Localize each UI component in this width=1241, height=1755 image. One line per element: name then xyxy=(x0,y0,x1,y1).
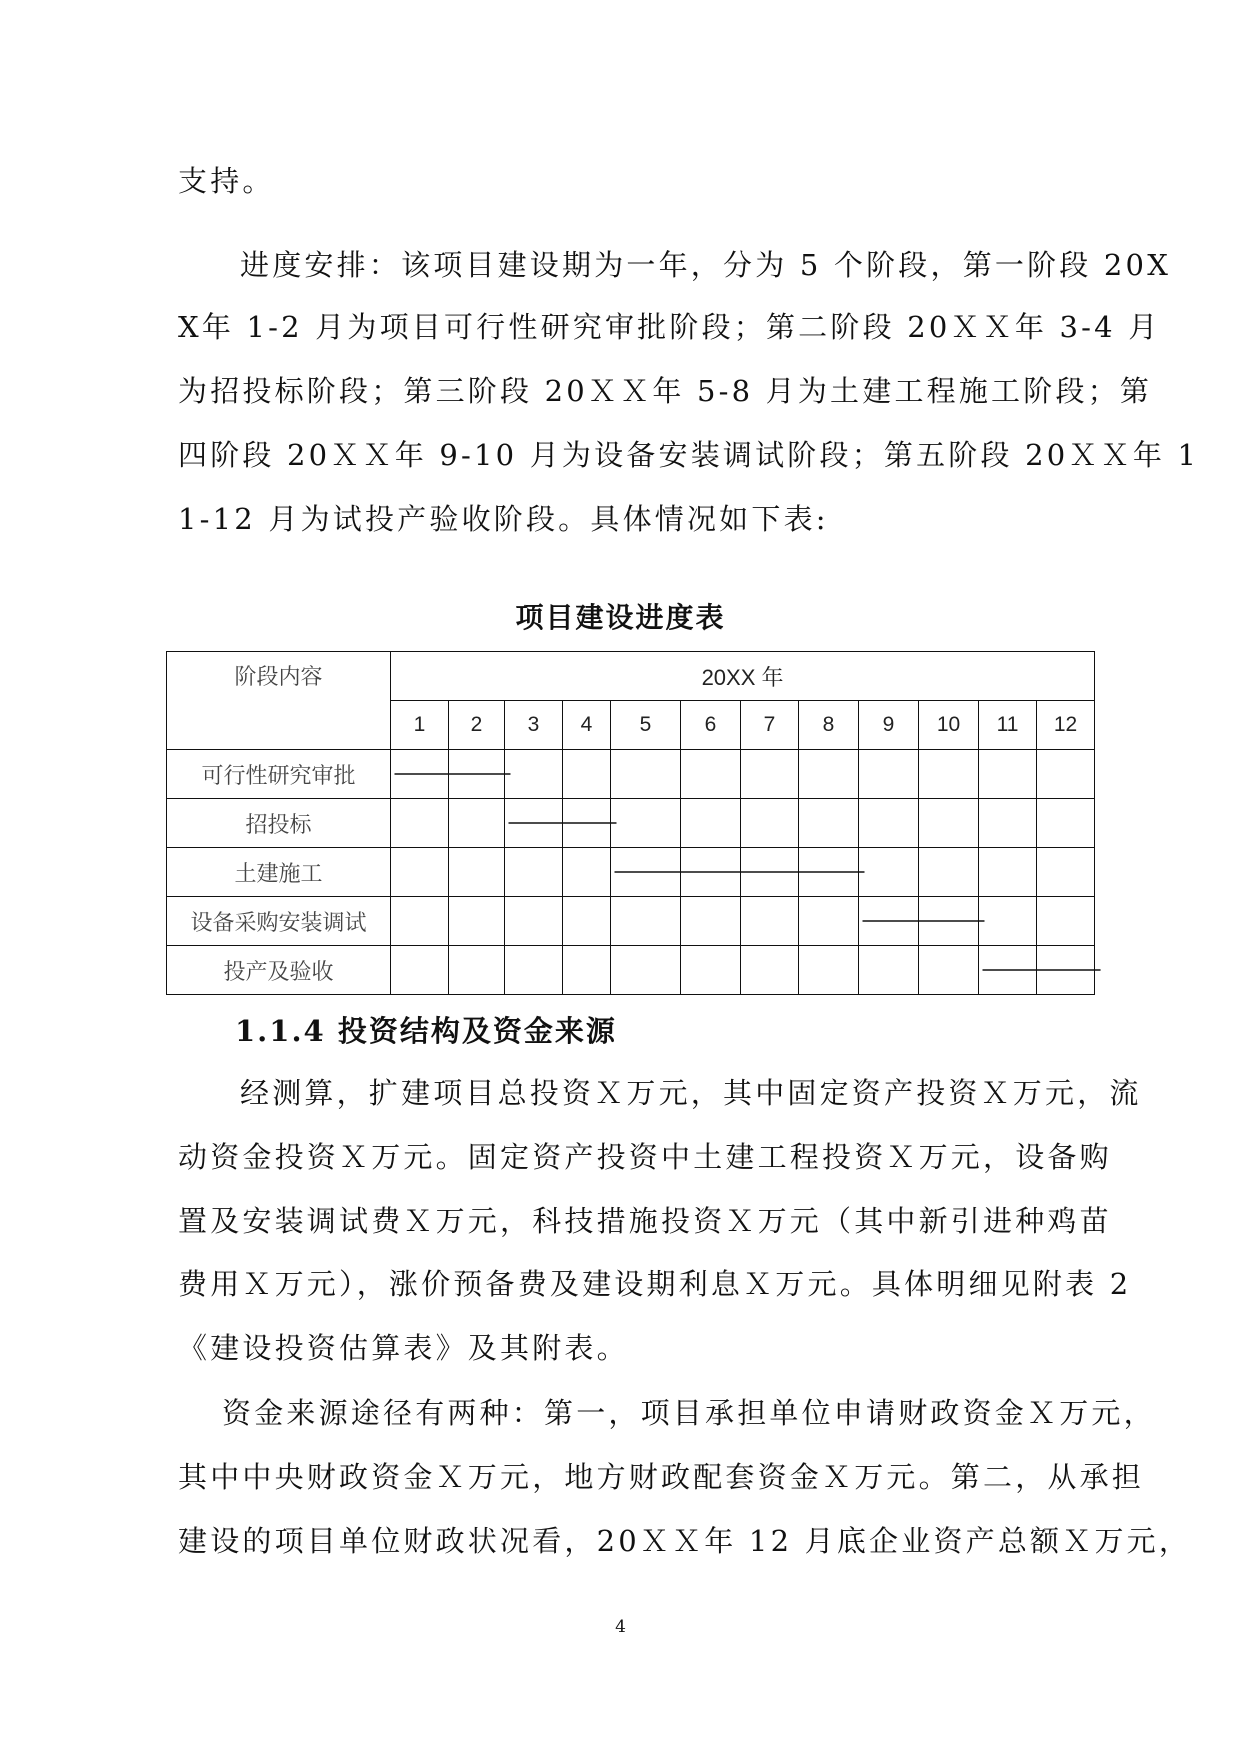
stage-label: 设备采购安装调试 xyxy=(167,897,391,946)
month-header: 11 xyxy=(979,701,1037,750)
paragraph-line: 《建设投资估算表》及其附表。 xyxy=(178,1331,629,1365)
month-header: 3 xyxy=(505,701,563,750)
paragraph-line: 为招投标阶段；第三阶段 20ＸＸ年 5-8 月为土建工程施工阶段；第 xyxy=(178,374,1153,408)
month-header: 12 xyxy=(1037,701,1095,750)
stage-label: 土建施工 xyxy=(167,848,391,897)
paragraph-line: 四阶段 20ＸＸ年 9-10 月为设备安装调试阶段；第五阶段 20ＸＸ年 1 xyxy=(178,438,1200,472)
paragraph-line: 建设的项目单位财政状况看，20ＸＸ年 12 月底企业资产总额Ｘ万元， xyxy=(178,1524,1192,1558)
paragraph-line: 费用Ｘ万元），涨价预备费及建设期利息Ｘ万元。具体明细见附表 2 xyxy=(178,1267,1132,1301)
month-header: 10 xyxy=(919,701,979,750)
table-row xyxy=(167,848,1095,897)
table-row xyxy=(167,897,1095,946)
table-title: 项目建设进度表 xyxy=(515,601,726,634)
paragraph-line: 支持。 xyxy=(178,164,275,198)
stage-label: 投产及验收 xyxy=(167,946,391,995)
year-header: 20XX 年 xyxy=(391,652,1095,701)
schedule-table xyxy=(166,651,1095,995)
month-header: 8 xyxy=(799,701,859,750)
paragraph-line: 经测算，扩建项目总投资Ｘ万元，其中固定资产投资Ｘ万元，流 xyxy=(240,1076,1142,1110)
paragraph-line: 动资金投资Ｘ万元。固定资产投资中土建工程投资Ｘ万元，设备购 xyxy=(178,1140,1112,1174)
month-header: 4 xyxy=(563,701,611,750)
paragraph-line: 置及安装调试费Ｘ万元，科技措施投资Ｘ万元（其中新引进种鸡苗 xyxy=(178,1204,1112,1238)
month-header: 2 xyxy=(449,701,505,750)
month-header: 6 xyxy=(681,701,741,750)
month-header: 5 xyxy=(611,701,681,750)
page-number: 4 xyxy=(615,1617,626,1637)
table-row xyxy=(167,750,1095,799)
paragraph-line: 进度安排：该项目建设期为一年，分为 5 个阶段，第一阶段 20X xyxy=(240,248,1172,282)
table-row xyxy=(167,799,1095,848)
month-header: 1 xyxy=(391,701,449,750)
paragraph-line: 其中中央财政资金Ｘ万元，地方财政配套资金Ｘ万元。第二，从承担 xyxy=(178,1460,1145,1494)
month-header: 7 xyxy=(741,701,799,750)
month-header: 9 xyxy=(859,701,919,750)
paragraph-line: 1-12 月为试投产验收阶段。具体情况如下表: xyxy=(178,502,829,536)
stage-column-header: 阶段内容 xyxy=(167,652,391,750)
section-heading: 1.1.4 投资结构及资金来源 xyxy=(235,1014,617,1048)
stage-label: 可行性研究审批 xyxy=(167,750,391,799)
stage-label: 招投标 xyxy=(167,799,391,848)
paragraph-line: 资金来源途径有两种：第一，项目承担单位申请财政资金Ｘ万元， xyxy=(222,1396,1156,1430)
table-row xyxy=(167,946,1095,995)
paragraph-line: X年 1-2 月为项目可行性研究审批阶段；第二阶段 20ＸＸ年 3-4 月 xyxy=(178,310,1161,344)
